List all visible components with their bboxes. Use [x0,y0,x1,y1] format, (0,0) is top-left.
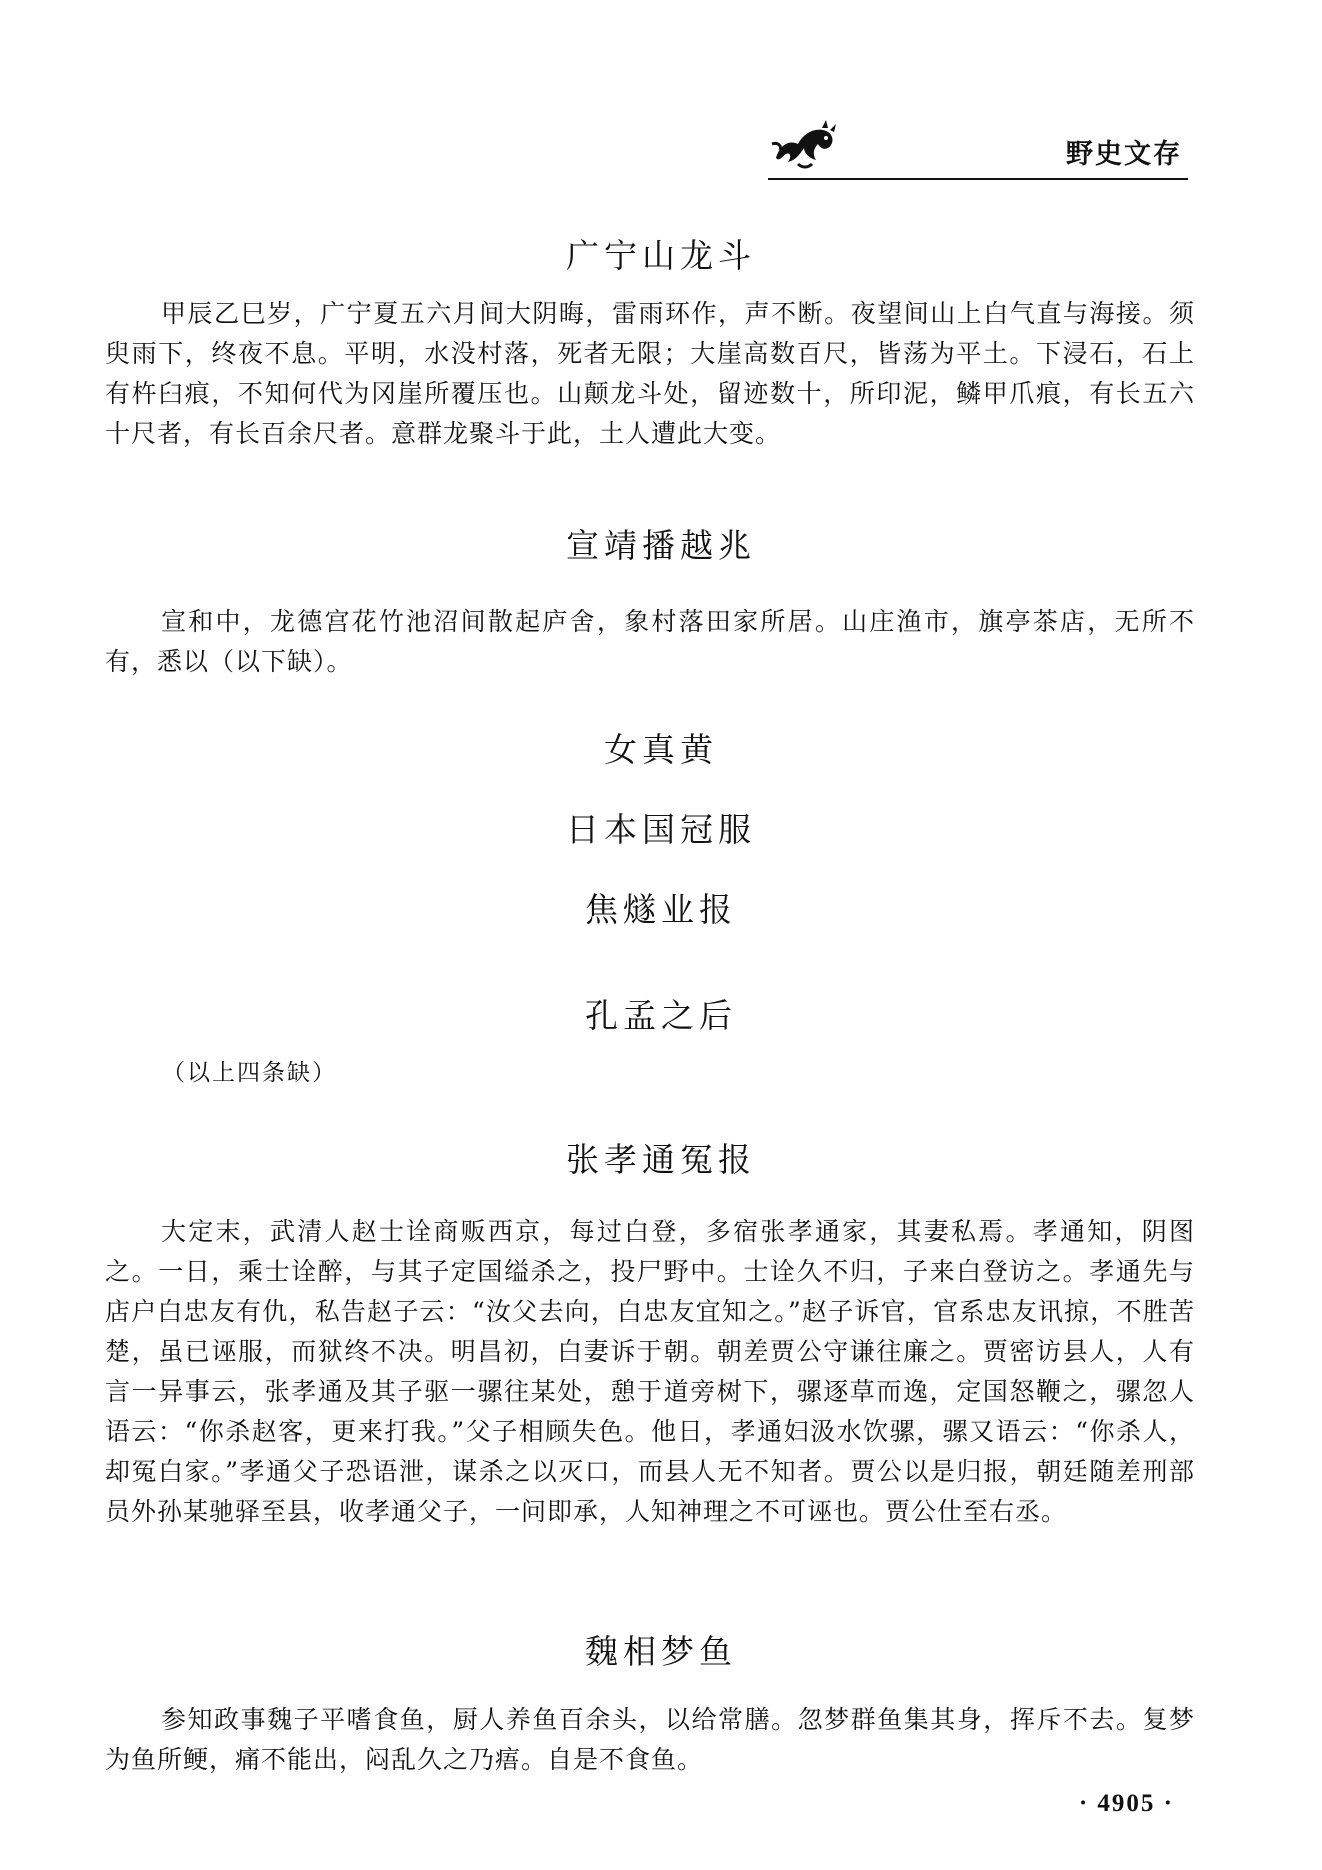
section-title: 宣靖播越兆 [566,526,756,565]
section-body: 宣和中，龙德宫花竹池沼间散起庐舍，象村落田家所居。山庄渔市，旗亭茶店，无所不有，悉以（以下缺）。 [105,607,1195,676]
dragon-icon [768,114,840,172]
section-title: 焦燧业报 [585,890,737,929]
section-title: 张孝通冤报 [566,1140,756,1179]
running-header [768,112,1188,180]
section-title: 女真黄 [604,730,718,769]
missing-entries-note: （以上四条缺） [162,1060,337,1086]
section-title: 日本国冠服 [566,810,756,849]
section-title: 魏相梦鱼 [585,1632,737,1671]
section-body: 参知政事魏子平嗜食鱼，厨人养鱼百余头，以给常膳。忽梦群鱼集其身，挥斥不去。复梦为鱼所鲠，痛不能出，闷乱久之乃痦。自是不食鱼。 [105,1705,1195,1774]
section-body: 甲辰乙巳岁，广宁夏五六月间大阴晦，雷雨环作，声不断。夜望间山上白气直与海接。须臾雨下，终夜不息。平明，水没村落，死者无限；大崖高数百尺，皆荡为平土。下浸石，石上有杵臼痕，不知何代为冈崖所覆压也。山颠龙斗处，留迹数十，所印泥，鳞甲爪痕，有长五六十尺者，有长百余尺者。意群龙聚斗于此，土人遭此大变。 [105,299,1195,448]
section-title: 广宁山龙斗 [566,236,756,275]
header-title: 野史文存 [1066,139,1182,170]
section-title: 孔孟之后 [585,996,737,1035]
section-body: 大定末，武清人赵士诠商贩西京，每过白登，多宿张孝通家，其妻私焉。孝通知，阴图之。一日，乘士诠醉，与其子定国缢杀之，投尸野中。士诠久不归，子来白登访之。孝通先与店户白忠友有仇，私告赵子云：“汝父去向，白忠友宜知之。”赵子诉官，官系忠友讯掠，不胜苦楚，虽已诬服，而狱终不决。明昌初，白妻诉于朝。朝差贾公守谦往廉之。贾密访县人，人有言一异事云，张孝通及其子驱一骡往某处，憩于道旁树下，骡逐草而逸，定国怒鞭之，骡忽人语云：“你杀赵客，更来打我。”父子相顾失色。他日，孝通妇汲水饮骡，骡又语云：“你杀人，却冤白家。”孝通父子恐语泄，谋杀之以灭口，而县人无不知者。贾公以是归报，朝廷随差刑部员外孙某驰驿至县，收孝通父子，一问即承，人知神理之不可诬也。贾公仕至右丞。 [105,1217,1195,1526]
page-number: · 4905 · [1078,1790,1174,1817]
